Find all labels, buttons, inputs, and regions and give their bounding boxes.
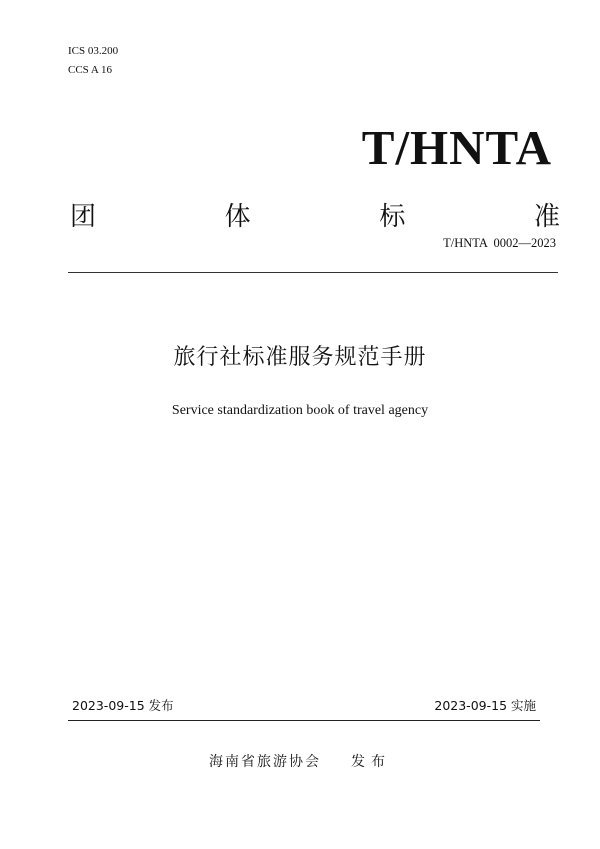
bottom-divider [68,720,540,721]
title-chinese: 旅行社标准服务规范手册 [173,345,427,370]
title-english: Service standardization book of travel agency [171,403,429,418]
top-divider [68,272,558,273]
ccs-code: CCS A 16 [68,64,113,76]
standard-number: T/HNTA 0002—2023 [443,236,556,250]
publisher-name: 海南省旅游协会 [209,754,321,770]
standard-type-char: 准 [533,202,560,232]
standard-type [70,200,560,234]
publisher-action: 发布 [351,754,391,770]
standard-type-char: 体 [224,202,251,232]
publisher [0,751,600,771]
organization-code: T/HNTA [361,120,552,175]
publish-date: 2023-09-15 发布 [72,698,174,713]
standard-type-char: 标 [379,202,406,232]
standard-type-char: 团 [70,202,97,232]
ics-code: ICS 03.200 [68,45,119,57]
classification-codes [68,42,118,80]
implement-date: 2023-09-15 实施 [434,698,536,713]
